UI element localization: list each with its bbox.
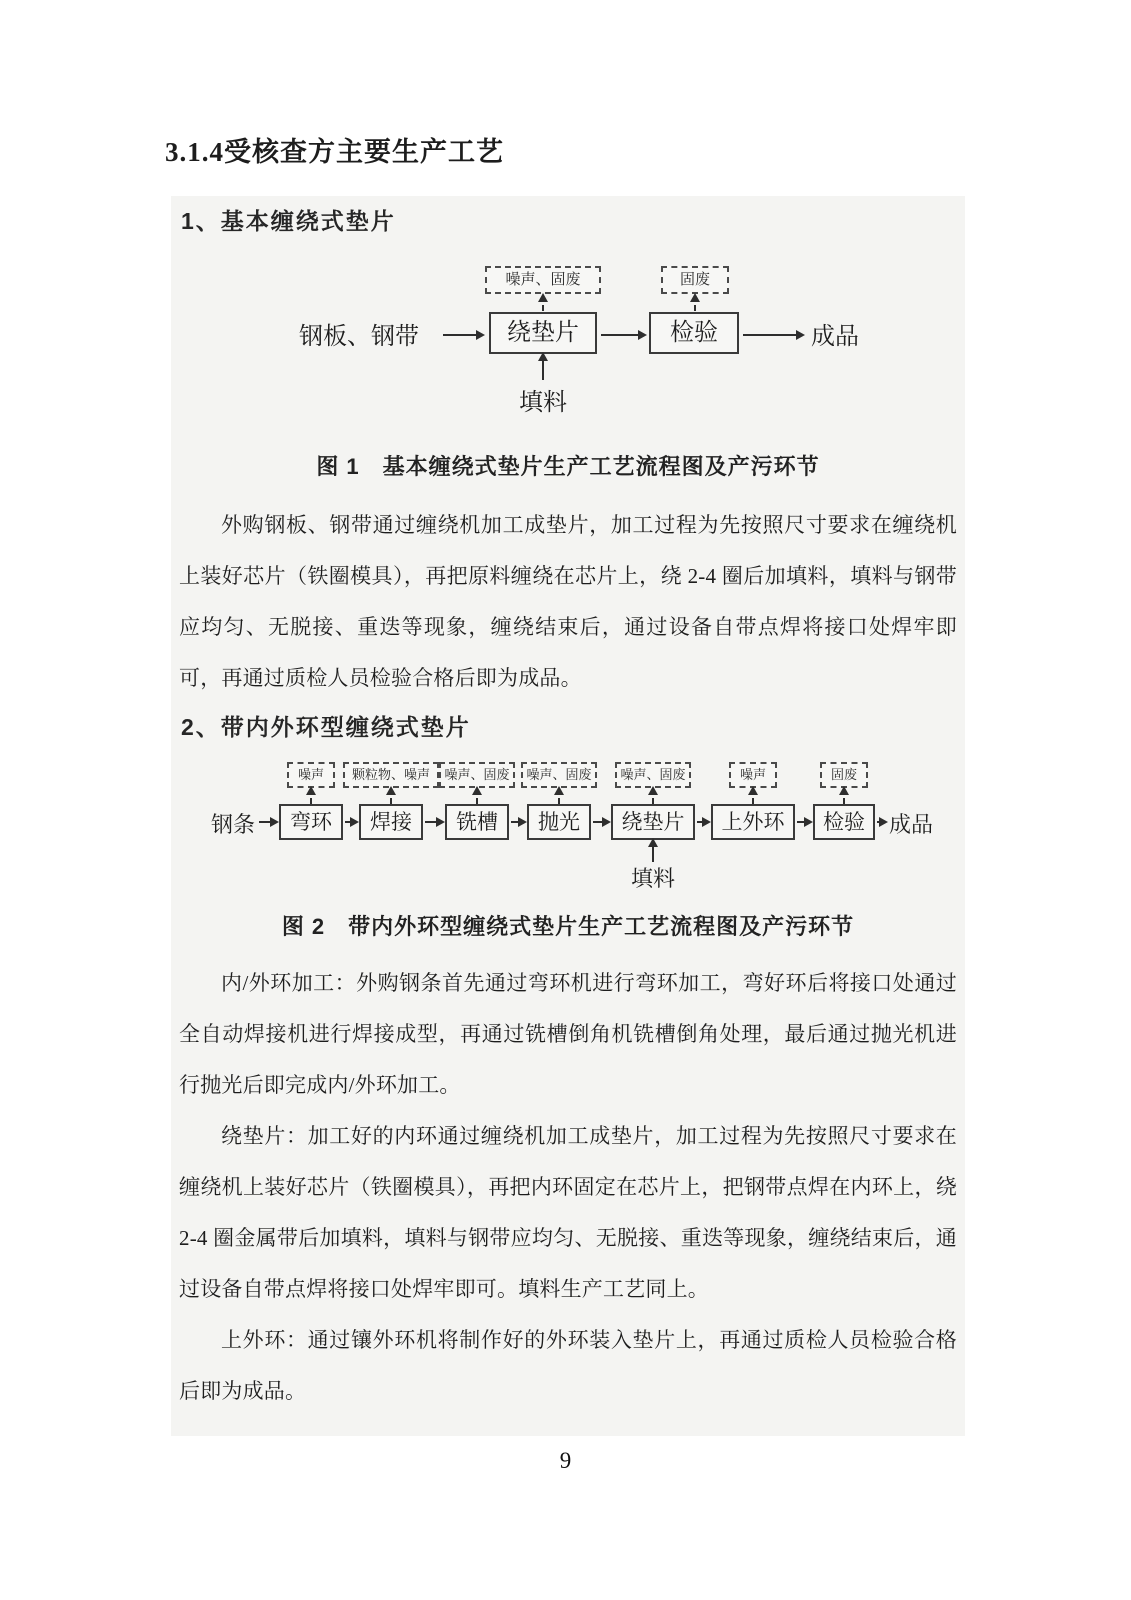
arrow-up-icon [542, 354, 544, 380]
section-2-title: 2、带内外环型缠绕式垫片 [181, 714, 471, 740]
process-box: 检验 [649, 312, 739, 354]
process-box: 抛光 [527, 804, 591, 840]
page-title: 3.1.4受核查方主要生产工艺 [165, 137, 504, 167]
section-2-paragraph-2: 绕垫片：加工好的内环通过缠绕机加工成垫片，加工过程为先按照尺寸要求在缠绕机上装好芯片（铁圈模具），再把内环固定在芯片上，把钢带点焊在内环上，绕 2-4 圈金属带后加填料，填料与钢带应均匀、无脱接、重迭等现象，缠绕结束后，通过设备自带点焊将接口处焊牢即可。填料生产工艺同上。 [179, 1124, 957, 1301]
emission-box: 颗粒物、噪声 [343, 762, 439, 788]
arrow-up-dashed-icon [390, 788, 392, 804]
emission-box: 噪声 [729, 762, 777, 788]
process-box: 上外环 [711, 804, 795, 840]
filler-label: 填料 [631, 866, 676, 891]
flow-input-label: 钢板、钢带 [299, 324, 419, 350]
arrow-up-dashed-icon [652, 788, 654, 804]
section-1-title: 1、基本缠绕式垫片 [181, 208, 396, 234]
arrow-up-icon [652, 840, 654, 862]
section-2-paragraph-1: 内/外环加工：外购钢条首先通过弯环机进行弯环加工，弯好环后将接口处通过全自动焊接机进行焊接成型，再通过铣槽倒角机铣槽倒角处理，最后通过抛光机进行抛光后即完成内/外环加工。 [179, 971, 957, 1097]
arrow-right-icon [877, 821, 886, 823]
arrow-right-icon [345, 821, 357, 823]
flow-input-label: 钢条 [211, 812, 256, 837]
page-number: 9 [559, 1448, 572, 1473]
arrow-up-dashed-icon [843, 788, 845, 804]
arrow-up-dashed-icon [476, 788, 478, 804]
arrow-right-icon [443, 334, 483, 336]
arrow-up-dashed-icon [310, 788, 312, 804]
process-box: 铣槽 [445, 804, 509, 840]
figure-1-caption: 图 1 基本缠绕式垫片生产工艺流程图及产污环节 [316, 454, 820, 479]
arrow-right-icon [743, 334, 803, 336]
process-box: 绕垫片 [489, 312, 597, 354]
arrow-right-icon [593, 821, 609, 823]
arrow-right-icon [601, 334, 645, 336]
figure-2-flow-diagram [171, 758, 965, 898]
emission-box: 噪声 [287, 762, 335, 788]
arrow-up-dashed-icon [694, 295, 696, 311]
figure-1-flow-diagram [171, 254, 965, 416]
emission-box: 噪声、固废 [615, 762, 691, 788]
flow-output-label: 成品 [889, 812, 934, 837]
emission-box: 噪声、固废 [439, 762, 515, 788]
arrow-right-icon [797, 821, 811, 823]
section-2-paragraph-3: 上外环：通过镶外环机将制作好的外环装入垫片上，再通过质检人员检验合格后即为成品。 [179, 1328, 957, 1403]
figure-2-caption: 图 2 带内外环型缠绕式垫片生产工艺流程图及产污环节 [281, 914, 855, 939]
arrow-right-icon [425, 821, 443, 823]
arrow-right-icon [511, 821, 525, 823]
section-1-paragraph: 外购钢板、钢带通过缠绕机加工成垫片，加工过程为先按照尺寸要求在缠绕机上装好芯片（铁圈模具），再把原料缠绕在芯片上，绕 2-4 圈后加填料，填料与钢带应均匀、无脱接、重迭等现象，缠绕结束后，通过设备自带点焊将接口处焊牢即可，再通过质检人员检验合格后即为成品。 [179, 513, 957, 690]
arrow-right-icon [697, 821, 709, 823]
arrow-right-icon [259, 821, 277, 823]
arrow-up-dashed-icon [542, 295, 544, 311]
emission-box: 噪声、固废 [521, 762, 597, 788]
process-box: 弯环 [279, 804, 343, 840]
flow-output-label: 成品 [811, 324, 859, 350]
process-box: 绕垫片 [611, 804, 695, 840]
filler-label: 填料 [519, 390, 567, 416]
arrow-up-dashed-icon [558, 788, 560, 804]
emission-box: 噪声、固废 [485, 266, 601, 294]
arrow-up-dashed-icon [752, 788, 754, 804]
content-panel [171, 196, 965, 1436]
process-box: 焊接 [359, 804, 423, 840]
emission-box: 固废 [661, 266, 729, 294]
process-box: 检验 [813, 804, 875, 840]
emission-box: 固废 [820, 762, 868, 788]
